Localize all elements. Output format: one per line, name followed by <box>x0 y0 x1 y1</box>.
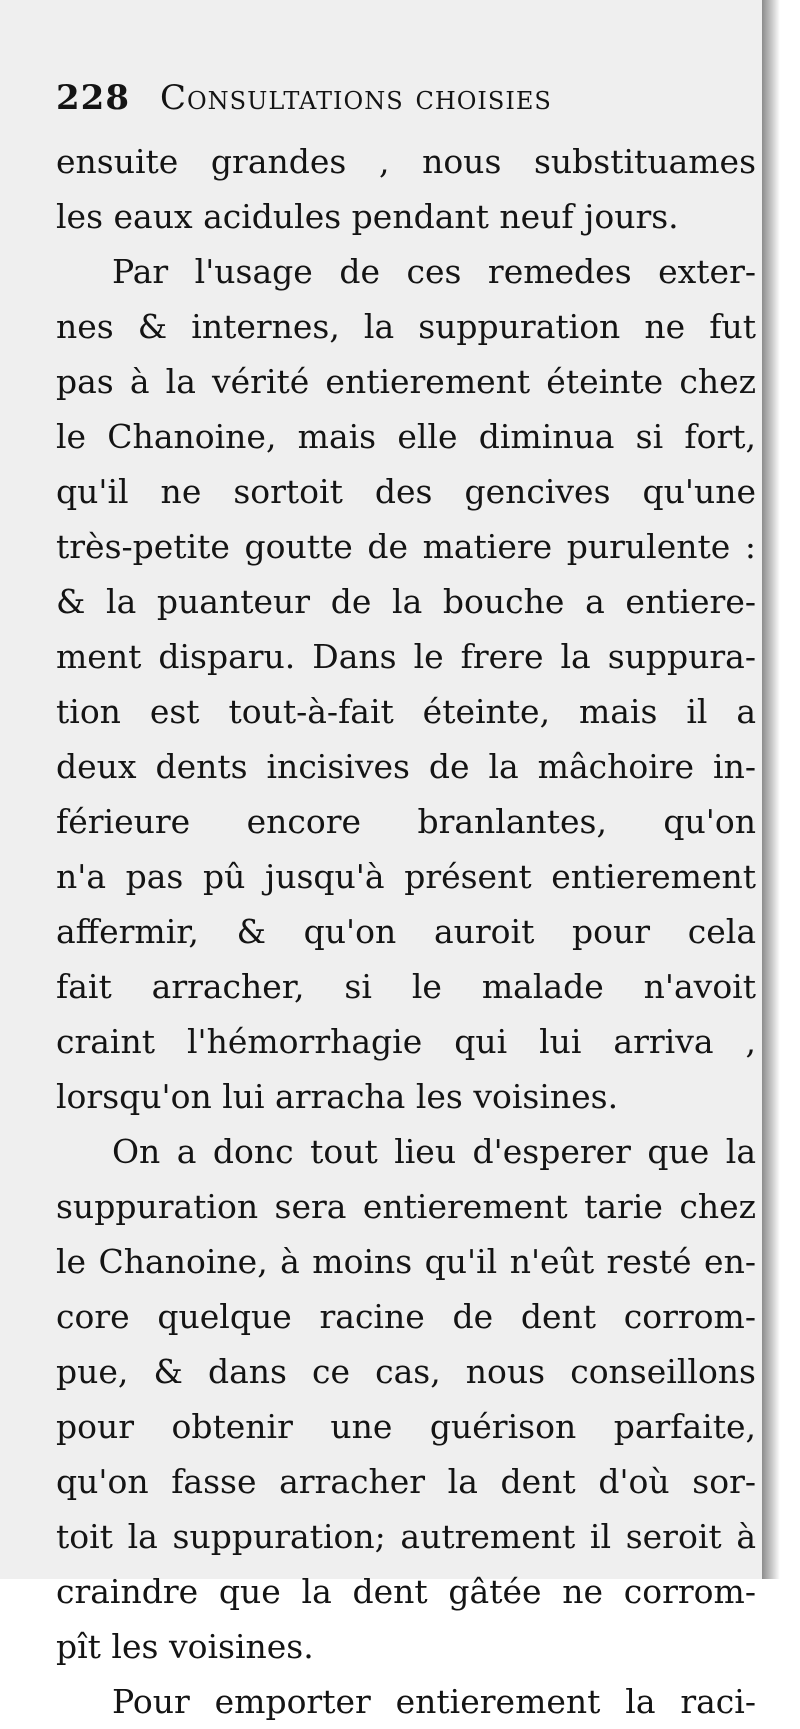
page-edge-shadow <box>762 0 780 1579</box>
text-line: fait arracher, si le malade n'avoit <box>56 967 756 1006</box>
text-line: qu'on fasse arracher la dent d'où sor- <box>56 1462 756 1501</box>
text-line: ment disparu. Dans le frere la suppura- <box>56 637 756 676</box>
text-line: craindre que la dent gâtée ne corrom- <box>56 1572 756 1611</box>
text-line: qu'il ne sortoit des gencives qu'une <box>56 472 756 511</box>
text-line: craint l'hémorrhagie qui lui arriva , <box>56 1022 756 1061</box>
text-line: deux dents incisives de la mâchoire in- <box>56 747 756 786</box>
page-text-block <box>56 78 756 1729</box>
text-line: affermir, & qu'on auroit pour cela <box>56 912 756 951</box>
paragraph-start-line: Pour emporter entierement la raci- <box>112 1682 756 1721</box>
page-number: 228 <box>56 78 130 118</box>
text-line: pue, & dans ce cas, nous conseillons <box>56 1352 756 1391</box>
text-line: ensuite grandes , nous substituames <box>56 142 756 181</box>
text-line: core quelque racine de dent corrom- <box>56 1297 756 1336</box>
text-line: le Chanoine, à moins qu'il n'eût resté en- <box>56 1242 756 1281</box>
text-line: férieure encore branlantes, qu'on <box>56 802 756 841</box>
paragraph-start-line: Par l'usage de ces remedes exter- <box>112 252 756 291</box>
text-line: tion est tout-à-fait éteinte, mais il a <box>56 692 756 731</box>
text-line: pour obtenir une guérison parfaite, <box>56 1407 756 1446</box>
text-line: le Chanoine, mais elle diminua si fort, <box>56 417 756 456</box>
text-line: très-petite goutte de matiere purulente : <box>56 527 756 566</box>
text-line: pas à la vérité entierement éteinte chez <box>56 362 756 401</box>
text-line: lorsqu'on lui arracha les voisines. <box>56 1077 619 1116</box>
text-line: n'a pas pû jusqu'à présent entierement <box>56 857 756 896</box>
text-line: nes & internes, la suppuration ne fut <box>56 307 756 346</box>
running-header <box>56 78 756 134</box>
text-line: suppuration sera entierement tarie chez <box>56 1187 756 1226</box>
text-line: & la puanteur de la bouche a entiere- <box>56 582 756 621</box>
paragraph-start-line: On a donc tout lieu d'esperer que la <box>112 1132 756 1171</box>
text-line: pît les voisines. <box>56 1627 314 1666</box>
text-line: les eaux acidules pendant neuf jours. <box>56 197 679 236</box>
running-title: Consultations choisies <box>159 78 552 118</box>
text-line: toit la suppuration; autrement il seroit à <box>56 1517 756 1556</box>
